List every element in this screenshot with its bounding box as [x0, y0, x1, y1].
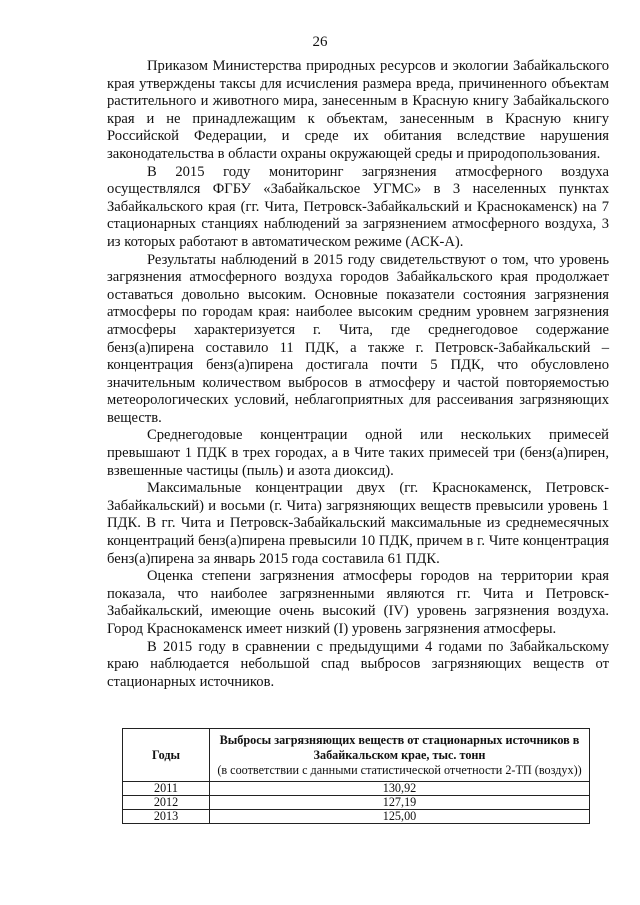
- header-emissions-title: Выбросы загрязняющих веществ от стационарных источников в Забайкальском крае, тыс. тонн: [219, 732, 580, 762]
- paragraph-results: Результаты наблюдений в 2015 году свидетельствуют о том, что уровень загрязнения атмосферного воздуха городов Забайкальского края продолжает оставаться довольно высоким. Основные показатели состояния загрязнения атмосферы по городам края: наиболее высоким средним уровнем загрязнения атмосферы характеризуется г. Чита, где среднегодовое содержание бенз(а)пирена составило 11 ПДК, а также г. Петровск-Забайкальский – концентрация бенз(а)пирена достигала почти 5 ПДК, что обусловлено значительным количеством выбросов в атмосферу и частой повторяемостью метеорологических условий, неблагоприятных для рассеивания загрязняющих веществ.: [107, 251, 609, 426]
- paragraph-emissions-decline: В 2015 году в сравнении с предыдущими 4 годами по Забайкальскому краю наблюдается небольшой спад выбросов загрязняющих веществ от стационарных источников.: [107, 638, 609, 690]
- year-cell: 2012: [123, 796, 210, 810]
- table-row: [123, 782, 590, 796]
- table-row: [123, 796, 590, 810]
- table-row: [123, 810, 590, 824]
- value-cell: 127,19: [210, 796, 590, 810]
- emissions-table: [122, 728, 590, 824]
- year-cell: 2011: [123, 782, 210, 796]
- page-number: 26: [312, 34, 328, 50]
- paragraph-assessment: Оценка степени загрязнения атмосферы городов на территории края показала, что наиболее загрязненными являются гг. Чита и Петровск-Забайкальский, имеющие очень высокий (IV) уровень загрязнения воздуха. Город Краснокаменск имеет низкий (I) уровень загрязнения атмосферы.: [107, 568, 609, 637]
- header-years: Годы: [123, 729, 210, 782]
- paragraph-monitoring: В 2015 году мониторинг загрязнения атмосферного воздуха осуществлялся ФГБУ «Забайкальское УГМС» в 3 населенных пунктах Забайкальского края (гг. Чита, Петровск-Забайкальский и Краснокаменск) на 7 стационарных станциях наблюдений за загрязнением атмосферного воздуха, 3 из которых работают в автоматическом режиме (АСК-А).: [107, 163, 609, 250]
- year-cell: 2013: [123, 810, 210, 824]
- paragraph-decree: Приказом Министерства природных ресурсов и экологии Забайкальского края утверждены таксы для исчисления размера вреда, причиненного объектам растительного и животного мира, занесенным в Красную книгу Забайкальского края и не принадлежащим к объектам, занесенным в Красную книгу Российской Федерации, и среде их обитания вследствие нарушения законодательства в области охраны окружающей среды и природопользования.: [107, 58, 609, 162]
- paragraph-max-concentrations: Максимальные концентрации двух (гг. Краснокаменск, Петровск-Забайкальский) и восьми (г. Чита) загрязняющих веществ превысили уровень 1 ПДК. В гг. Чита и Петровск-Забайкальский максимальные из среднемесячных концентраций бенз(а)пирена превысили 10 ПДК, причем в г. Чите концентрация бенз(а)пирена за январь 2015 года составила 61 ПДК.: [107, 480, 609, 567]
- paragraph-annual-concentrations: Среднегодовые концентрации одной или нескольких примесей превышают 1 ПДК в трех городах, а в Чите таких примесей три (бенз(а)пирен, взвешенные частицы (пыль) и азота диоксид).: [107, 427, 609, 479]
- header-emissions: [210, 729, 590, 782]
- value-cell: 125,00: [210, 810, 590, 824]
- value-cell: 130,92: [210, 782, 590, 796]
- table-header-row: [123, 729, 590, 782]
- document-body: [107, 58, 609, 691]
- header-emissions-note: (в соответствии с данными статистической отчетности 2-ТП (воздух)): [217, 762, 582, 777]
